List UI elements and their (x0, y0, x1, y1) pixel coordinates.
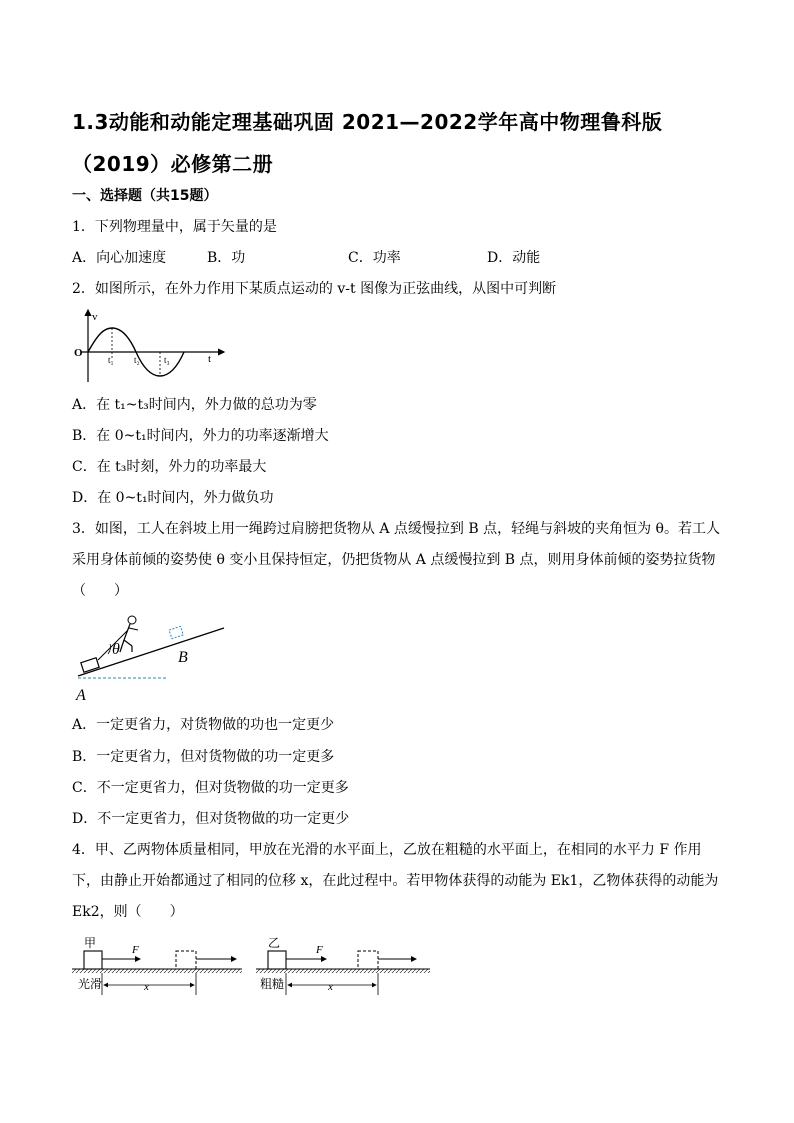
doc-title-line1: 1.3动能和动能定理基础巩固 2021—2022学年高中物理鲁科版 (72, 110, 663, 134)
q3-stem-line3: （ ） (72, 583, 128, 599)
q2-option-c: C．在 t₃时刻，外力的功率最大 (72, 459, 267, 475)
q3-slope-line (78, 628, 224, 676)
section-heading: 一、选择题（共15题） (72, 188, 218, 204)
q2-t2-label: t₂ (134, 355, 140, 365)
q2-option-b: B．在 0~t₁时间内，外力的功率逐渐增大 (72, 428, 329, 444)
q4-right-force-label: F (316, 944, 323, 956)
q1-option-a: A．向心加速度 (72, 250, 167, 266)
q3-option-a: A．一定更省力，对货物做的功也一定更少 (72, 717, 335, 733)
q3-target-box-dashed (169, 626, 183, 638)
q3-worker-leg1 (120, 640, 124, 652)
q2-vt-graph (72, 306, 232, 386)
q2-t3-label: t₃ (164, 355, 170, 365)
q2-o-label: O (74, 347, 83, 359)
q4-right-block-end (358, 951, 378, 969)
q1-stem: 1．下列物理量中，属于矢量的是 (72, 219, 277, 235)
q3-worker-leg2 (124, 640, 132, 646)
q1-option-c: C．功率 (348, 250, 401, 266)
q4-left-label: 甲 (84, 936, 97, 950)
q3-option-c: C．不一定更省力，但对货物做的功一定更多 (72, 780, 349, 796)
q3-b-label: B (178, 649, 188, 666)
q4-figure (70, 935, 450, 1001)
q4-left-x-label: x (144, 981, 149, 993)
q3-a-label: A (76, 687, 86, 704)
q4-stem-line2: 下，由静止开始都通过了相同的位移 x，在此过程中。若甲物体获得的动能为 Ek1，乙物体获得的动能为 (72, 873, 719, 889)
q4-left-ground-hatch (72, 969, 242, 973)
q3-slope-figure (74, 608, 234, 708)
q2-t1-label: t₁ (108, 355, 114, 365)
q3-option-d: D．不一定更省力，但对货物做的功一定更少 (72, 811, 350, 827)
q4-right-x-label: x (328, 981, 333, 993)
q3-stem-line2: 采用身体前倾的姿势使 θ 变小且保持恒定，仍把货物从 A 点缓慢拉到 B 点，则用身体前倾的姿势拉货物 (72, 552, 716, 568)
q3-option-b: B．一定更省力，但对货物做的功一定更多 (72, 749, 335, 765)
q4-left-surface-label: 光滑 (78, 977, 103, 991)
q3-worker-arm (129, 628, 138, 630)
q4-right-label: 乙 (268, 936, 281, 950)
q4-left-block-end (176, 951, 196, 969)
q3-theta-label: θ (112, 641, 120, 658)
q3-worker-head (128, 616, 136, 624)
q1-option-b: B．功 (207, 250, 246, 266)
q4-left-block (84, 951, 102, 969)
q3-stem-line1: 3．如图，工人在斜坡上用一绳跨过肩膀把货物从 A 点缓慢拉到 B 点，轻绳与斜坡的夹角恒为 θ。若工人 (72, 521, 720, 537)
q4-right-surface-label: 粗糙 (260, 977, 285, 991)
q2-option-a: A．在 t₁~t₃时间内，外力做的总功为零 (72, 397, 317, 413)
q2-stem: 2．如图所示，在外力作用下某质点运动的 v-t 图像为正弦曲线，从图中可判断 (72, 281, 557, 297)
q4-stem-line1: 4．甲、乙两物体质量相同，甲放在光滑的水平面上，乙放在粗糙的水平面上，在相同的水平力 F 作用 (72, 842, 702, 858)
q4-stem-line3: Ek2，则（ ） (72, 904, 184, 920)
q3-worker-body (124, 624, 130, 640)
q2-t-label: t (208, 353, 212, 365)
q2-option-d: D．在 0~t₁时间内，外力做负功 (72, 490, 274, 506)
q4-left-force-label: F (132, 944, 139, 956)
q4-right-block (268, 951, 286, 969)
q2-v-label: v (92, 311, 98, 323)
q1-option-d: D．动能 (487, 250, 541, 266)
doc-title-line2: （2019）必修第二册 (72, 152, 274, 176)
q4-right-ground-hatch (256, 969, 430, 973)
